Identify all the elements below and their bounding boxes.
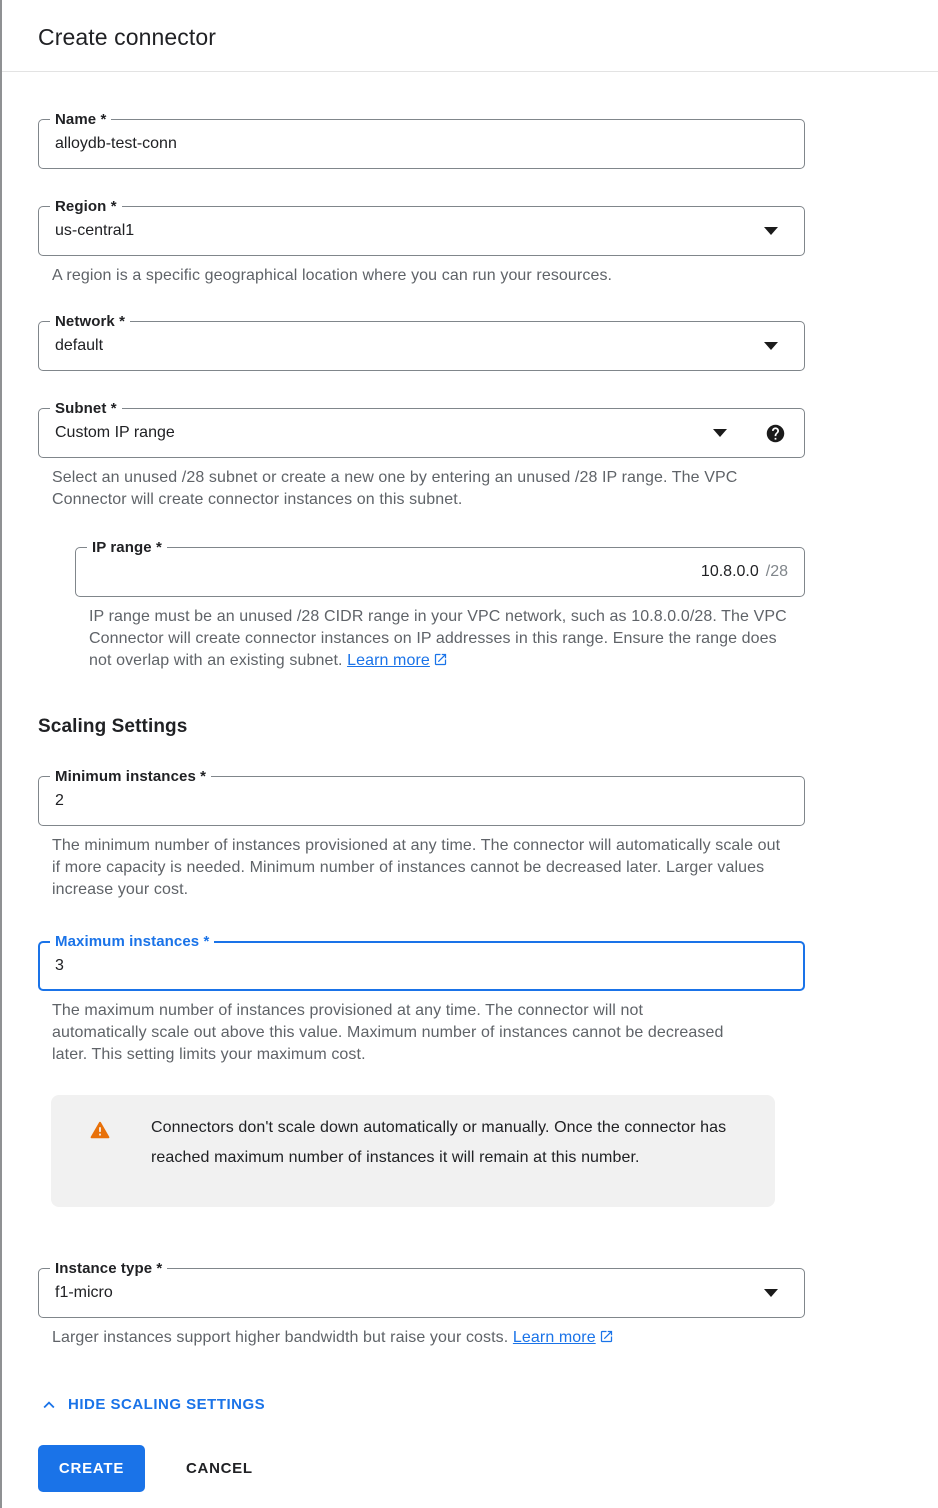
scaling-warning-callout	[51, 1095, 775, 1207]
instance-type-helper-text: Larger instances support higher bandwidth but raise your costs. Learn more	[52, 1327, 805, 1349]
warning-message: Connectors don't scale down automatically or manually. Once the connector has reached maximum number of instances it will remain at this number.	[151, 1119, 727, 1166]
region-helper-text: A region is a specific geographical location where you can run your resources.	[52, 267, 613, 284]
create-button[interactable]: CREATE	[38, 1445, 145, 1492]
network-select[interactable]	[38, 313, 805, 371]
open-in-new-icon	[433, 652, 448, 667]
dialog-header	[0, 0, 938, 52]
maximum-instances-label: Maximum instances *	[50, 932, 214, 951]
network-label: Network *	[50, 312, 130, 331]
ip-range-suffix: /28	[765, 563, 788, 580]
help-icon[interactable]	[765, 423, 786, 444]
subnet-helper-text: Select an unused /28 subnet or create a new one by entering an unused /28 IP range. The VPC Connector will create connector instances on this subnet.	[52, 469, 738, 508]
chevron-down-icon[interactable]	[764, 342, 778, 350]
minimum-instances-helper-text: The minimum number of instances provisioned at any time. The connector will automatically scale out if more capacity is needed. Minimum number of instances cannot be decreased later. Larger values increase your cost.	[52, 837, 781, 898]
learn-more-link[interactable]: Learn more	[513, 1329, 614, 1346]
chevron-up-icon	[38, 1394, 60, 1416]
instance-type-label: Instance type *	[50, 1259, 167, 1278]
ip-range-field[interactable]	[75, 539, 805, 597]
name-field[interactable]	[38, 111, 805, 169]
create-connector-form	[38, 111, 805, 1492]
maximum-instances-helper-text: The maximum number of instances provisioned at any time. The connector will not automatically scale out above this value. Maximum number of instances cannot be decreased later. This setting limits your maximum cost.	[52, 1002, 724, 1063]
page-title: Create connector	[38, 24, 217, 50]
name-label: Name *	[50, 110, 111, 129]
instance-type-select[interactable]	[38, 1260, 805, 1318]
region-value: us-central1	[55, 222, 135, 239]
learn-more-link[interactable]: Learn more	[347, 652, 448, 669]
ip-range-helper-text: IP range must be an unused /28 CIDR range in your VPC network, such as 10.8.0.0/28. The VPC Connector will create connector instances on IP addresses in this range. Ensure the range does not overlap with an existing subnet. Learn more	[89, 608, 787, 669]
maximum-instances-field[interactable]	[38, 933, 805, 991]
open-in-new-icon	[599, 1329, 614, 1344]
region-select[interactable]	[38, 198, 805, 256]
panel-edge-line	[0, 0, 2, 1508]
name-input[interactable]	[55, 135, 788, 153]
warning-icon	[89, 1119, 111, 1146]
hide-toggle-label: HIDE SCALING SETTINGS	[68, 1396, 266, 1413]
region-label: Region *	[50, 197, 122, 216]
chevron-down-icon[interactable]	[764, 227, 778, 235]
subnet-value: Custom IP range	[55, 424, 175, 441]
ip-range-value[interactable]: 10.8.0.0	[700, 563, 759, 580]
maximum-instances-input[interactable]	[55, 957, 788, 975]
subnet-label: Subnet *	[50, 399, 122, 418]
chevron-down-icon[interactable]	[713, 429, 727, 437]
header-divider	[0, 71, 938, 72]
action-bar	[38, 1445, 805, 1492]
minimum-instances-input[interactable]	[55, 792, 788, 810]
cancel-button[interactable]: CANCEL	[182, 1448, 257, 1489]
network-value: default	[55, 337, 104, 354]
instance-type-value: f1-micro	[55, 1284, 113, 1301]
hide-scaling-settings-toggle[interactable]	[38, 1393, 265, 1417]
chevron-down-icon[interactable]	[764, 1289, 778, 1297]
subnet-select[interactable]	[38, 400, 805, 458]
minimum-instances-field[interactable]	[38, 768, 805, 826]
minimum-instances-label: Minimum instances *	[50, 767, 211, 786]
ip-range-label: IP range *	[87, 538, 167, 557]
scaling-settings-heading: Scaling Settings	[38, 716, 188, 737]
